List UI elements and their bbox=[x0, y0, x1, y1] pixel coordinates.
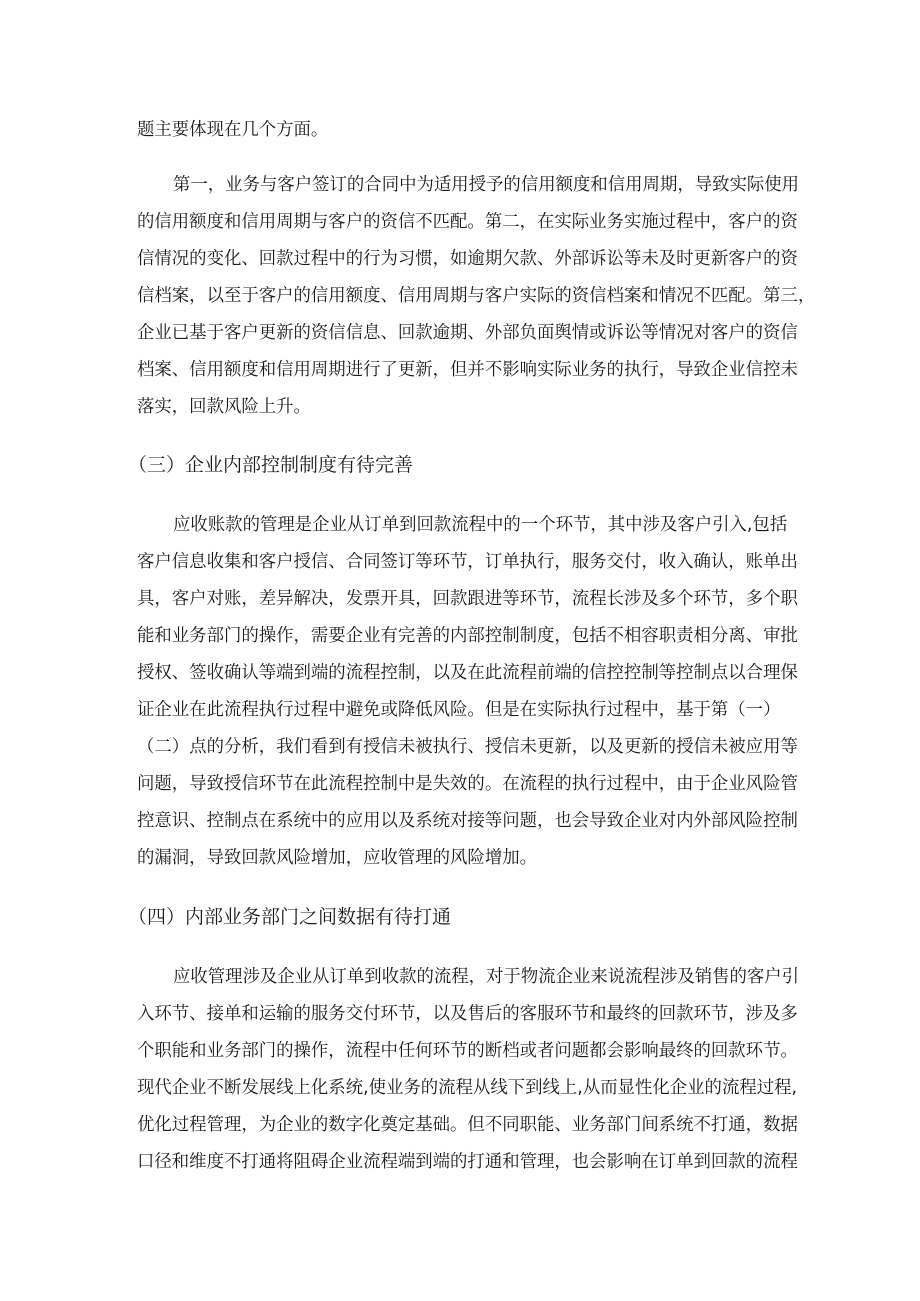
text-line: 具，客户对账，差异解决，发票开具，回款跟进等环节，流程长涉及多个环节，多个职 bbox=[137, 589, 798, 609]
text-line: （二）点的分析，我们看到有授信未被执行、授信未更新，以及更新的授信未被应用等 bbox=[137, 737, 798, 757]
intro-tail-paragraph bbox=[137, 112, 785, 149]
text-line: 信档案，以至于客户的信用额度、信用周期与客户实际的资信档案和情况不匹配。第三， bbox=[137, 286, 816, 306]
paragraph-internal-control bbox=[137, 507, 798, 877]
text-line: 证企业在此流程执行过程中避免或降低风险。但是在实际执行过程中，基于第（一） bbox=[137, 700, 781, 720]
text-line: 授权、签收确认等端到端的流程控制，以及在此流程前端的信控控制等控制点以合理保 bbox=[137, 663, 798, 683]
text-line: 信情况的变化、回款过程中的行为习惯，如逾期欠款、外部诉讼等未及时更新客户的资 bbox=[137, 249, 798, 269]
text-line: 个职能和业务部门的操作，流程中任何环节的断档或者问题都会影响最终的回款环节。 bbox=[137, 1041, 798, 1061]
text-line: 问题，导致授信环节在此流程控制中是失效的。在流程的执行过程中，由于企业风险管 bbox=[137, 774, 798, 794]
text-line: 的信用额度和信用周期与客户的资信不匹配。第二，在实际业务实施过程中，客户的资 bbox=[137, 212, 798, 232]
text-line: 企业已基于客户更新的资信信息、回款逾期、外部负面舆情或诉讼等情况对客户的资信 bbox=[137, 323, 798, 343]
text-line: 题主要体现在几个方面。 bbox=[137, 120, 329, 140]
text-line: 档案、信用额度和信用周期进行了更新，但并不影响实际业务的执行，导致企业信控未 bbox=[137, 360, 798, 380]
text-line: 应收管理涉及企业从订单到收款的流程，对于物流企业来说流程涉及销售的客户引 bbox=[173, 967, 800, 987]
text-line: 优化过程管理，为企业的数字化奠定基础。但不同职能、业务部门间系统不打通，数据 bbox=[137, 1115, 798, 1135]
text-line: 客户信息收集和客户授信、合同签订等环节，订单执行，服务交付，收入确认，账单出 bbox=[137, 552, 798, 572]
paragraph-credit-mismatch bbox=[137, 167, 816, 426]
text-line: 现代企业不断发展线上化系统,使业务的流程从线下到线上,从而显性化企业的流程过程, bbox=[137, 1078, 798, 1098]
text-line: 应收账款的管理是企业从订单到回款流程中的一个环节，其中涉及客户引入,包括 bbox=[173, 515, 788, 535]
text-line: 的漏洞，导致回款风险增加，应收管理的风险增加。 bbox=[137, 848, 537, 868]
text-line: 第一，业务与客户签订的合同中为适用授予的信用额度和信用周期，导致实际使用 bbox=[173, 175, 800, 195]
text-line: 入环节、接单和运输的服务交付环节，以及售后的客服环节和最终的回款环节，涉及多 bbox=[137, 1004, 798, 1024]
text-line: 落实，回款风险上升。 bbox=[137, 397, 311, 417]
text-line: 口径和维度不打通将阻碍企业流程端到端的打通和管理，也会影响在订单到回款的流程 bbox=[137, 1152, 798, 1172]
section-heading-3: （三）企业内部控制制度有待完善 bbox=[128, 454, 414, 476]
text-line: 控意识、控制点在系统中的应用以及系统对接等问题，也会导致企业对内外部风险控制 bbox=[137, 811, 798, 831]
section-heading-4: （四）内部业务部门之间数据有待打通 bbox=[128, 906, 452, 928]
paragraph-data-silos bbox=[137, 959, 800, 1181]
text-line: 能和业务部门的操作，需要企业有完善的内部控制制度，包括不相容职责相分离、审批 bbox=[137, 626, 798, 646]
